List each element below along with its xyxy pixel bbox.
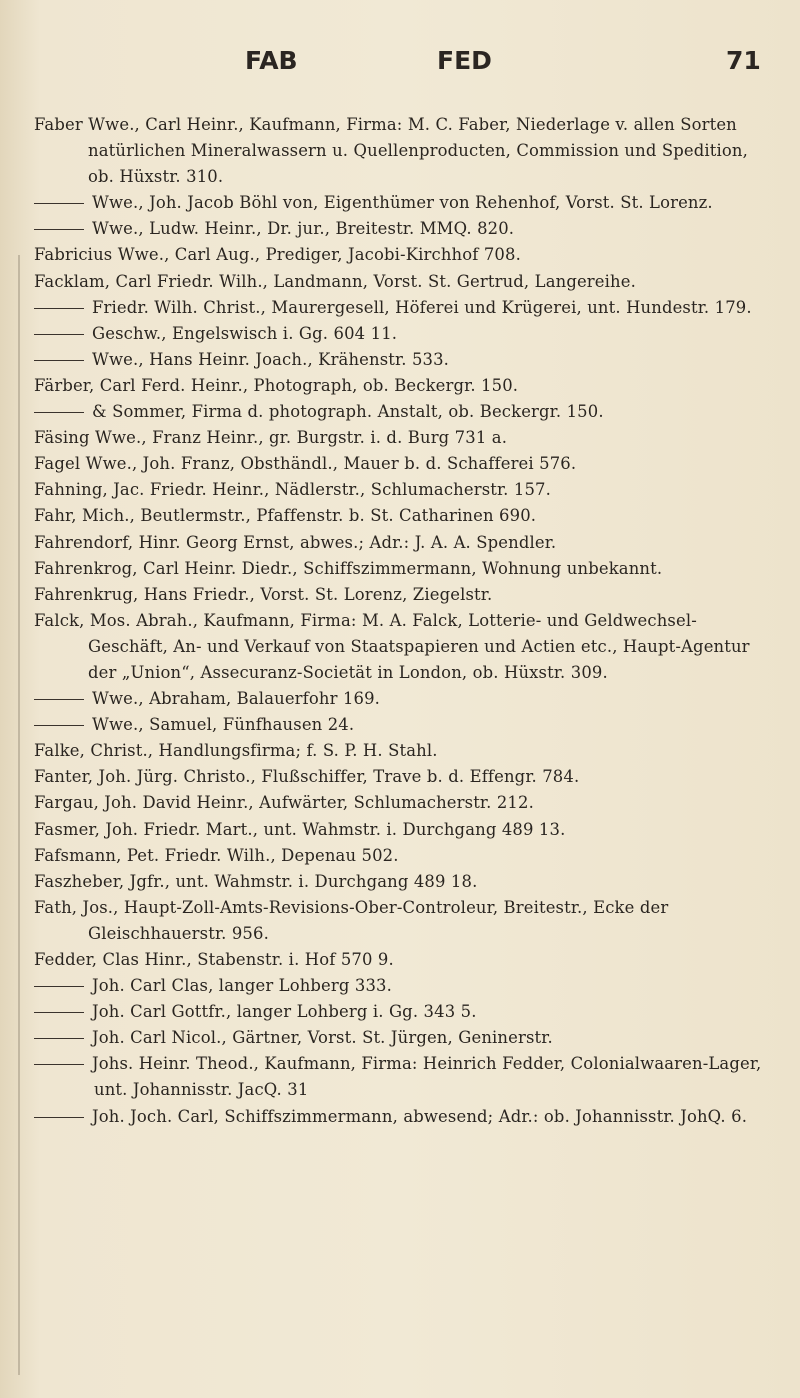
entry: & Sommer, Firma d. photograph. Anstalt, ob. Beckergr. 150. — [34, 399, 774, 425]
entry: Joh. Joch. Carl, Schiffszimmermann, abwesend; Adr.: ob. Johannisstr. JohQ. 6. — [34, 1104, 774, 1130]
entry: Wwe., Abraham, Balauerfohr 169. — [34, 686, 774, 712]
entry: Fahrendorf, Hinr. Georg Ernst, abwes.; Adr.: J. A. A. Spendler. — [34, 532, 557, 552]
entry: Fahr, Mich., Beutlermstr., Pfaffenstr. b. St. Catharinen 690. — [34, 506, 537, 526]
entry: Fanter, Joh. Jürg. Christo., Flußschiffer, Trave b. d. Effengr. 784. — [34, 767, 580, 787]
header-first-word: FAB — [245, 46, 298, 75]
directory-entries — [34, 112, 774, 1130]
entry: Fahrenkrog, Carl Heinr. Diedr., Schiffszimmermann, Wohnung unbekannt. — [34, 558, 663, 578]
entry: Falke, Christ., Handlungsfirma; f. S. P. H. Stahl. — [34, 741, 438, 761]
entry: Fagel Wwe., Joh. Franz, Obsthändl., Mauer b. d. Schafferei 576. — [34, 454, 577, 474]
entry: Joh. Carl Nicol., Gärtner, Vorst. St. Jürgen, Geninerstr. — [34, 1025, 774, 1051]
entry: Fahning, Jac. Friedr. Heinr., Nädlerstr., Schlumacherstr. 157. — [34, 480, 551, 500]
entry: Geschw., Engelswisch i. Gg. 604 11. — [34, 321, 774, 347]
entry: Faszheber, Jgfr., unt. Wahmstr. i. Durchgang 489 18. — [34, 871, 478, 891]
entry: Wwe., Hans Heinr. Joach., Krähenstr. 533. — [34, 347, 774, 373]
entry: Fahrenkrug, Hans Friedr., Vorst. St. Lorenz, Ziegelstr. — [34, 584, 493, 604]
binding-shadow — [18, 255, 20, 1375]
entry: Joh. Carl Gottfr., langer Lohberg i. Gg. 343 5. — [34, 999, 774, 1025]
entry: Facklam, Carl Friedr. Wilh., Landmann, Vorst. St. Gertrud, Langereihe. — [34, 271, 636, 291]
entry: Faber Wwe., Carl Heinr., Kaufmann, Firma: M. C. Faber, Niederlage v. allen Sorten natürlichen Mineralwassern u. Quellenproducten, Commission und Spedition, ob. Hüxstr. 310. — [34, 115, 748, 187]
page-header — [0, 44, 800, 84]
header-last-word: FED — [437, 46, 492, 75]
entry: Fath, Jos., Haupt-Zoll-Amts-Revisions-Ober-Controleur, Breitestr., Ecke der Gleischhauerstr. 956. — [34, 897, 669, 943]
entry: Joh. Carl Clas, langer Lohberg 333. — [34, 973, 774, 999]
entry: Fafsmann, Pet. Friedr. Wilh., Depenau 502. — [34, 845, 399, 865]
entry: Fasmer, Joh. Friedr. Mart., unt. Wahmstr. i. Durchgang 489 13. — [34, 819, 566, 839]
entry: Färber, Carl Ferd. Heinr., Photograph, ob. Beckergr. 150. — [34, 375, 519, 395]
entry: Wwe., Samuel, Fünfhausen 24. — [34, 712, 774, 738]
page-number: 71 — [726, 46, 761, 75]
entry: Wwe., Joh. Jacob Böhl von, Eigenthümer von Rehenhof, Vorst. St. Lorenz. — [34, 190, 774, 216]
entry: Fabricius Wwe., Carl Aug., Prediger, Jacobi-Kirchhof 708. — [34, 245, 521, 265]
entry: Johs. Heinr. Theod., Kaufmann, Firma: Heinrich Fedder, Colonialwaaren-Lager, unt. Johannisstr. JacQ. 31 — [34, 1051, 774, 1103]
entry: Fargau, Joh. David Heinr., Aufwärter, Schlumacherstr. 212. — [34, 793, 534, 813]
entry: Friedr. Wilh. Christ., Maurergesell, Höferei und Krügerei, unt. Hundestr. 179. — [34, 295, 774, 321]
entry: Fäsing Wwe., Franz Heinr., gr. Burgstr. i. d. Burg 731 a. — [34, 428, 508, 448]
entry: Fedder, Clas Hinr., Stabenstr. i. Hof 570 9. — [34, 950, 394, 969]
entry: Wwe., Ludw. Heinr., Dr. jur., Breitestr. MMQ. 820. — [34, 216, 774, 242]
entry: Falck, Mos. Abrah., Kaufmann, Firma: M. A. Falck, Lotterie- und Geldwechsel-Geschäft, An- und Verkauf von Staatspapieren und Actien etc., Haupt-Agentur der „Union“, Assecuranz-Societät in London, ob. Hüxstr. 309. — [34, 610, 750, 682]
